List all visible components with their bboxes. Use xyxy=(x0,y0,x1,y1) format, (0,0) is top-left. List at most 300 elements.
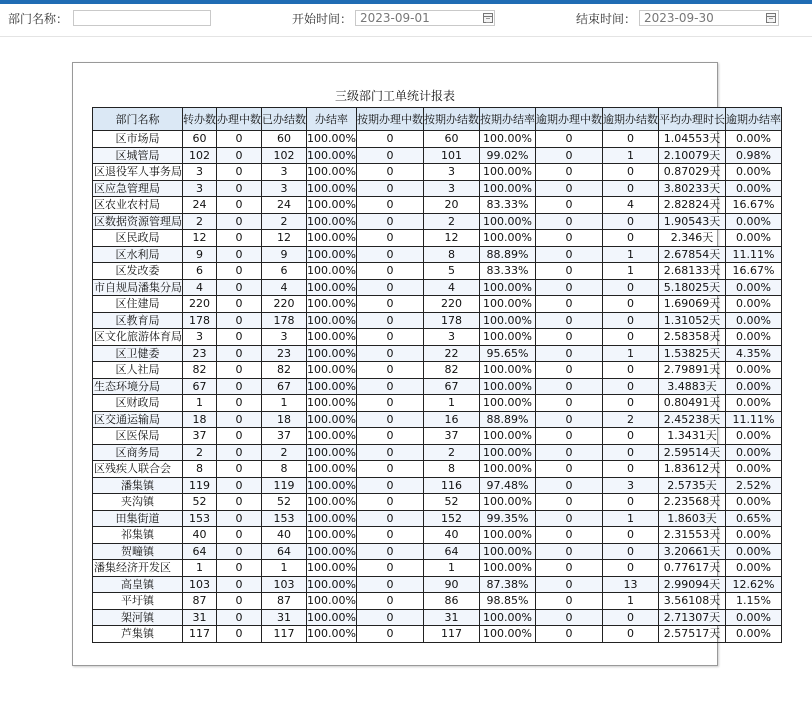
table-row xyxy=(93,560,782,577)
table-cell: 8 xyxy=(423,246,479,263)
table-cell: 100.00% xyxy=(307,577,356,591)
table-cell: 67 xyxy=(423,378,479,395)
table-cell: 0 xyxy=(356,213,423,230)
table-cell: 3 xyxy=(262,329,307,346)
table-cell: 1.31052天 xyxy=(658,312,725,329)
table-cell: 0 xyxy=(217,626,262,643)
table-row xyxy=(93,230,782,247)
table-cell: 2.67854天 xyxy=(658,246,725,263)
table-cell: 40 xyxy=(262,527,307,544)
table-cell: 97.48% xyxy=(479,477,535,494)
table-cell: 2 xyxy=(183,444,217,461)
table-row xyxy=(93,345,782,362)
table-cell: 100.00% xyxy=(479,329,535,346)
table-cell: 67 xyxy=(262,378,307,395)
table-cell: 100.00% xyxy=(307,412,356,426)
table-cell: 220 xyxy=(423,296,479,313)
table-cell: 117 xyxy=(183,626,217,643)
table-header-row xyxy=(93,108,782,131)
table-cell: 0 xyxy=(217,527,262,544)
table-cell: 0 xyxy=(356,164,423,181)
table-cell: 0 xyxy=(356,411,423,428)
column-header: 逾期办结数 xyxy=(602,108,658,131)
table-cell: 0 xyxy=(217,428,262,445)
table-cell: 18 xyxy=(262,411,307,428)
table-cell: 100.00% xyxy=(307,445,356,459)
dept-name-cell: 生态环境分局 xyxy=(93,378,183,395)
table-cell: 0 xyxy=(602,461,658,478)
dept-name-cell: 区残疾人联合会 xyxy=(93,461,183,478)
table-cell: 0 xyxy=(535,213,602,230)
table-cell: 3 xyxy=(602,477,658,494)
table-cell: 2.68133天 xyxy=(658,263,725,280)
table-cell: 0 xyxy=(217,543,262,560)
dept-name-cell: 芦集镇 xyxy=(93,626,183,643)
table-cell: 0 xyxy=(602,296,658,313)
table-cell: 100.00% xyxy=(479,296,535,313)
table-cell: 0.00% xyxy=(725,444,781,461)
table-cell: 0 xyxy=(535,180,602,197)
table-cell: 100.00% xyxy=(479,213,535,230)
table-cell: 100.00% xyxy=(307,429,356,443)
table-cell: 4.35% xyxy=(725,345,781,362)
table-cell: 87 xyxy=(262,593,307,610)
table-cell: 0 xyxy=(217,246,262,263)
table-cell: 0 xyxy=(535,494,602,511)
table-cell: 103 xyxy=(183,576,217,593)
calendar-icon[interactable] xyxy=(766,13,776,23)
end-date-input[interactable] xyxy=(639,10,779,26)
table-cell: 153 xyxy=(262,510,307,527)
table-cell: 0 xyxy=(535,296,602,313)
table-cell: 0 xyxy=(602,527,658,544)
table-cell: 23 xyxy=(183,345,217,362)
table-row xyxy=(93,510,782,527)
table-cell: 0 xyxy=(535,576,602,593)
table-cell: 0 xyxy=(602,213,658,230)
table-cell: 0 xyxy=(217,593,262,610)
table-cell: 99.02% xyxy=(479,147,535,164)
table-cell: 100.00% xyxy=(479,131,535,148)
table-cell: 100.00% xyxy=(307,346,356,360)
table-cell: 60 xyxy=(262,131,307,148)
table-cell: 100.00% xyxy=(479,527,535,544)
dept-name-cell: 区农业农村局 xyxy=(93,197,183,214)
table-cell: 0 xyxy=(535,560,602,577)
table-cell: 100.00% xyxy=(479,180,535,197)
table-cell: 82 xyxy=(423,362,479,379)
table-cell: 2.58358天 xyxy=(658,329,725,346)
table-row xyxy=(93,197,782,214)
table-cell: 0 xyxy=(217,477,262,494)
table-cell: 1 xyxy=(423,395,479,412)
table-cell: 0.00% xyxy=(725,164,781,181)
table-cell: 2 xyxy=(262,213,307,230)
table-cell: 13 xyxy=(602,576,658,593)
table-row xyxy=(93,147,782,164)
table-cell: 0 xyxy=(217,560,262,577)
table-cell: 0 xyxy=(356,345,423,362)
table-cell: 0 xyxy=(602,164,658,181)
start-date-input[interactable] xyxy=(355,10,495,26)
table-cell: 0 xyxy=(602,543,658,560)
table-cell: 2.10079天 xyxy=(658,147,725,164)
table-cell: 24 xyxy=(183,197,217,214)
table-cell: 119 xyxy=(183,477,217,494)
table-cell: 0 xyxy=(217,345,262,362)
table-cell: 0 xyxy=(356,147,423,164)
table-cell: 100.00% xyxy=(479,428,535,445)
table-cell: 0 xyxy=(602,395,658,412)
table-cell: 3 xyxy=(423,164,479,181)
table-cell: 100.00% xyxy=(307,363,356,377)
table-cell: 100.00% xyxy=(307,132,356,146)
column-header: 按期办结率 xyxy=(479,108,535,131)
end-time-label: 结束时间： xyxy=(576,12,637,26)
table-row xyxy=(93,296,782,313)
table-cell: 20 xyxy=(423,197,479,214)
table-cell: 116 xyxy=(423,477,479,494)
table-cell: 1.83612天 xyxy=(658,461,725,478)
table-row xyxy=(93,494,782,511)
dept-name-cell: 区财政局 xyxy=(93,395,183,412)
table-cell: 153 xyxy=(183,510,217,527)
table-cell: 6 xyxy=(262,263,307,280)
table-cell: 2.79891天 xyxy=(658,362,725,379)
table-cell: 101 xyxy=(423,147,479,164)
table-cell: 2.346天 xyxy=(658,230,725,247)
dept-name-cell: 区卫健委 xyxy=(93,345,183,362)
table-cell: 0 xyxy=(356,279,423,296)
table-cell: 0 xyxy=(217,444,262,461)
table-cell: 100.00% xyxy=(307,297,356,311)
table-row xyxy=(93,246,782,263)
table-cell: 0.00% xyxy=(725,378,781,395)
table-cell: 2.82824天 xyxy=(658,197,725,214)
table-cell: 0 xyxy=(356,543,423,560)
table-cell: 5 xyxy=(423,263,479,280)
table-cell: 9 xyxy=(183,246,217,263)
dept-name-cell: 潘集经济开发区 xyxy=(93,560,183,577)
table-cell: 100.00% xyxy=(307,165,356,179)
dept-name-cell: 区商务局 xyxy=(93,444,183,461)
table-cell: 11.11% xyxy=(725,411,781,428)
table-cell: 2 xyxy=(423,213,479,230)
table-cell: 87 xyxy=(183,593,217,610)
table-row xyxy=(93,543,782,560)
table-cell: 4 xyxy=(602,197,658,214)
table-cell: 8 xyxy=(183,461,217,478)
table-cell: 0 xyxy=(535,147,602,164)
table-cell: 0 xyxy=(356,263,423,280)
table-cell: 3 xyxy=(262,180,307,197)
table-cell: 0 xyxy=(217,213,262,230)
table-cell: 100.00% xyxy=(479,444,535,461)
filter-bar xyxy=(0,8,812,30)
table-row xyxy=(93,593,782,610)
table-cell: 0 xyxy=(356,312,423,329)
table-cell: 100.00% xyxy=(307,247,356,261)
table-cell: 0 xyxy=(535,362,602,379)
table-row xyxy=(93,164,782,181)
table-cell: 0 xyxy=(217,576,262,593)
column-header: 办理中数 xyxy=(217,108,262,131)
table-cell: 3 xyxy=(262,164,307,181)
table-cell: 0 xyxy=(602,131,658,148)
table-cell: 3 xyxy=(183,180,217,197)
table-cell: 0.00% xyxy=(725,180,781,197)
dept-name-cell: 高皇镇 xyxy=(93,576,183,593)
column-header: 办结率 xyxy=(307,108,357,131)
table-cell: 0 xyxy=(356,395,423,412)
table-cell: 2.23568天 xyxy=(658,494,725,511)
table-cell: 6 xyxy=(183,263,217,280)
table-cell: 0 xyxy=(535,246,602,263)
table-row xyxy=(93,527,782,544)
table-cell: 0 xyxy=(535,593,602,610)
table-cell: 67 xyxy=(183,378,217,395)
table-cell: 100.00% xyxy=(479,494,535,511)
table-cell: 0 xyxy=(535,279,602,296)
table-cell: 99.35% xyxy=(479,510,535,527)
table-row xyxy=(93,609,782,626)
table-cell: 0 xyxy=(602,494,658,511)
table-cell: 0 xyxy=(356,230,423,247)
table-cell: 0 xyxy=(535,197,602,214)
table-cell: 1 xyxy=(602,246,658,263)
table-cell: 37 xyxy=(262,428,307,445)
dept-name-cell: 架河镇 xyxy=(93,609,183,626)
table-cell: 0 xyxy=(602,560,658,577)
table-cell: 100.00% xyxy=(307,264,356,278)
table-cell: 1 xyxy=(602,263,658,280)
table-cell: 0.00% xyxy=(725,609,781,626)
table-cell: 0 xyxy=(535,378,602,395)
table-cell: 0 xyxy=(535,263,602,280)
table-cell: 100.00% xyxy=(307,610,356,624)
table-cell: 0.00% xyxy=(725,494,781,511)
table-cell: 0 xyxy=(602,312,658,329)
table-cell: 100.00% xyxy=(479,626,535,643)
report-table xyxy=(92,107,782,643)
table-cell: 0 xyxy=(602,279,658,296)
table-cell: 0 xyxy=(356,593,423,610)
table-cell: 100.00% xyxy=(307,528,356,542)
table-cell: 1 xyxy=(602,510,658,527)
table-cell: 0 xyxy=(535,461,602,478)
table-cell: 0 xyxy=(535,164,602,181)
table-cell: 12 xyxy=(183,230,217,247)
table-cell: 0 xyxy=(535,543,602,560)
table-cell: 0 xyxy=(356,444,423,461)
table-cell: 0.00% xyxy=(725,428,781,445)
dept-name-input[interactable] xyxy=(73,10,211,26)
table-cell: 86 xyxy=(423,593,479,610)
table-cell: 2.59514天 xyxy=(658,444,725,461)
table-cell: 9 xyxy=(262,246,307,263)
table-cell: 0 xyxy=(356,477,423,494)
table-cell: 2 xyxy=(183,213,217,230)
table-cell: 178 xyxy=(262,312,307,329)
table-cell: 0 xyxy=(217,395,262,412)
dept-name-cell: 平圩镇 xyxy=(93,593,183,610)
table-cell: 3.80233天 xyxy=(658,180,725,197)
table-row xyxy=(93,279,782,296)
table-cell: 4 xyxy=(262,279,307,296)
table-row xyxy=(93,444,782,461)
table-cell: 1.69069天 xyxy=(658,296,725,313)
table-cell: 0 xyxy=(356,246,423,263)
table-cell: 100.00% xyxy=(307,396,356,410)
table-row xyxy=(93,395,782,412)
table-cell: 88.89% xyxy=(479,411,535,428)
dept-name-cell: 潘集镇 xyxy=(93,477,183,494)
table-cell: 0 xyxy=(602,180,658,197)
table-cell: 0 xyxy=(535,329,602,346)
table-cell: 100.00% xyxy=(307,544,356,558)
table-cell: 0 xyxy=(356,560,423,577)
table-cell: 1.90543天 xyxy=(658,213,725,230)
table-cell: 12 xyxy=(423,230,479,247)
table-cell: 0.65% xyxy=(725,510,781,527)
table-cell: 1 xyxy=(183,560,217,577)
table-cell: 0 xyxy=(535,444,602,461)
table-cell: 0 xyxy=(602,626,658,643)
table-cell: 1 xyxy=(602,593,658,610)
table-cell: 2.52% xyxy=(725,477,781,494)
dept-name-cell: 区住建局 xyxy=(93,296,183,313)
table-cell: 0 xyxy=(217,510,262,527)
table-cell: 220 xyxy=(262,296,307,313)
table-cell: 2.99094天 xyxy=(658,576,725,593)
table-cell: 117 xyxy=(423,626,479,643)
table-cell: 3.56108天 xyxy=(658,593,725,610)
table-cell: 100.00% xyxy=(307,330,356,344)
column-header: 转办数 xyxy=(183,108,217,131)
table-cell: 1.15% xyxy=(725,593,781,610)
table-cell: 0 xyxy=(356,510,423,527)
table-cell: 98.85% xyxy=(479,593,535,610)
table-cell: 1 xyxy=(602,147,658,164)
table-cell: 178 xyxy=(423,312,479,329)
table-cell: 64 xyxy=(183,543,217,560)
table-cell: 0.98% xyxy=(725,147,781,164)
table-cell: 0 xyxy=(602,362,658,379)
table-row xyxy=(93,461,782,478)
table-cell: 0 xyxy=(535,527,602,544)
table-cell: 0 xyxy=(356,609,423,626)
table-row xyxy=(93,329,782,346)
dept-name-cell: 区退役军人事务局 xyxy=(94,165,182,179)
table-cell: 0 xyxy=(602,609,658,626)
table-cell: 60 xyxy=(423,131,479,148)
table-cell: 90 xyxy=(423,576,479,593)
table-cell: 1 xyxy=(602,345,658,362)
table-cell: 11.11% xyxy=(725,246,781,263)
table-cell: 37 xyxy=(423,428,479,445)
table-cell: 0.00% xyxy=(725,527,781,544)
table-cell: 1.8603天 xyxy=(658,510,725,527)
table-cell: 5.18025天 xyxy=(658,279,725,296)
dept-name-cell: 区教育局 xyxy=(93,312,183,329)
table-cell: 0 xyxy=(217,263,262,280)
table-cell: 0.00% xyxy=(725,543,781,560)
table-cell: 82 xyxy=(183,362,217,379)
column-header: 按期办结数 xyxy=(423,108,479,131)
table-cell: 100.00% xyxy=(479,543,535,560)
table-cell: 2.71307天 xyxy=(658,609,725,626)
table-cell: 4 xyxy=(183,279,217,296)
table-cell: 95.65% xyxy=(479,345,535,362)
table-cell: 0 xyxy=(217,312,262,329)
table-cell: 100.00% xyxy=(307,495,356,509)
table-cell: 0 xyxy=(356,180,423,197)
table-cell: 0 xyxy=(535,345,602,362)
column-header: 逾期办理中数 xyxy=(535,108,602,131)
table-row xyxy=(93,180,782,197)
table-cell: 0 xyxy=(356,329,423,346)
table-cell: 88.89% xyxy=(479,246,535,263)
table-cell: 0.00% xyxy=(725,296,781,313)
table-cell: 0 xyxy=(217,609,262,626)
table-cell: 0 xyxy=(535,626,602,643)
table-cell: 0.00% xyxy=(725,329,781,346)
table-cell: 0 xyxy=(356,362,423,379)
table-cell: 100.00% xyxy=(307,478,356,492)
table-cell: 102 xyxy=(262,147,307,164)
dept-name-cell: 区水利局 xyxy=(93,246,183,263)
table-cell: 64 xyxy=(423,543,479,560)
table-cell: 0 xyxy=(356,576,423,593)
table-cell: 0 xyxy=(356,378,423,395)
table-cell: 0 xyxy=(217,461,262,478)
table-cell: 0.00% xyxy=(725,626,781,643)
table-cell: 0 xyxy=(217,296,262,313)
dept-name-cell: 区文化旅游体育局 xyxy=(94,330,182,344)
table-cell: 100.00% xyxy=(307,594,356,608)
dept-name-label: 部门名称： xyxy=(8,12,69,26)
table-cell: 0 xyxy=(217,494,262,511)
table-cell: 3 xyxy=(423,329,479,346)
table-cell: 100.00% xyxy=(307,280,356,294)
table-cell: 0 xyxy=(217,362,262,379)
table-cell: 0 xyxy=(356,461,423,478)
table-cell: 1.53825天 xyxy=(658,345,725,362)
table-cell: 100.00% xyxy=(307,313,356,327)
calendar-icon[interactable] xyxy=(483,13,493,23)
table-cell: 18 xyxy=(183,411,217,428)
table-cell: 100.00% xyxy=(479,362,535,379)
table-cell: 0 xyxy=(535,477,602,494)
table-cell: 52 xyxy=(262,494,307,511)
table-cell: 1 xyxy=(183,395,217,412)
table-cell: 0 xyxy=(356,296,423,313)
table-cell: 31 xyxy=(423,609,479,626)
table-cell: 52 xyxy=(423,494,479,511)
table-cell: 178 xyxy=(183,312,217,329)
dept-name-cell: 区人社局 xyxy=(93,362,183,379)
column-header: 部门名称 xyxy=(93,108,183,131)
table-cell: 8 xyxy=(262,461,307,478)
table-cell: 100.00% xyxy=(307,627,356,641)
table-cell: 0 xyxy=(535,312,602,329)
table-row xyxy=(93,428,782,445)
table-cell: 100.00% xyxy=(479,395,535,412)
table-cell: 0 xyxy=(217,164,262,181)
table-cell: 22 xyxy=(423,345,479,362)
dept-name-cell: 区发改委 xyxy=(93,263,183,280)
dept-name-cell: 田集街道 xyxy=(93,510,183,527)
